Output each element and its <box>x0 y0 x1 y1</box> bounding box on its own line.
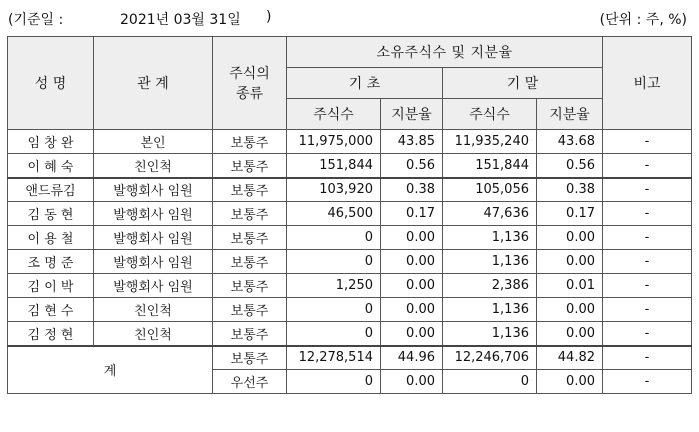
header-begin: 기 초 <box>287 68 443 99</box>
cell-kind: 보통주 <box>213 346 287 370</box>
cell-name: 이 용 철 <box>8 226 94 250</box>
report-header <box>0 0 699 36</box>
cell-relation: 본인 <box>94 130 213 154</box>
cell-note: - <box>603 346 692 370</box>
table-row <box>8 130 692 154</box>
cell-shares-end: 1,136 <box>443 250 537 274</box>
cell-note: - <box>603 226 692 250</box>
cell-kind: 보통주 <box>213 130 287 154</box>
table-row <box>8 226 692 250</box>
cell-note: - <box>603 178 692 202</box>
cell-relation: 발행회사 임원 <box>94 178 213 202</box>
cell-shares-begin: 12,278,514 <box>287 346 381 370</box>
cell-name: 조 명 준 <box>8 250 94 274</box>
header-relation: 관 계 <box>94 37 213 130</box>
header-shares-end: 주식수 <box>443 99 537 130</box>
cell-shares-begin: 11,975,000 <box>287 130 381 154</box>
header-owned: 소유주식수 및 지분율 <box>287 37 603 68</box>
cell-ratio-end: 0.56 <box>537 154 603 178</box>
cell-kind: 보통주 <box>213 298 287 322</box>
cell-ratio-begin: 0.17 <box>381 202 443 226</box>
cell-ratio-begin: 0.00 <box>381 322 443 346</box>
cell-ratio-end: 43.68 <box>537 130 603 154</box>
table-body <box>8 130 692 394</box>
cell-kind: 우선주 <box>213 370 287 394</box>
cell-shares-begin: 0 <box>287 322 381 346</box>
as-of-close: ) <box>266 9 272 25</box>
shareholding-table <box>7 36 692 394</box>
cell-ratio-begin: 0.38 <box>381 178 443 202</box>
cell-ratio-end: 0.38 <box>537 178 603 202</box>
cell-shares-begin: 0 <box>287 226 381 250</box>
cell-note: - <box>603 274 692 298</box>
table-row <box>8 250 692 274</box>
cell-shares-end: 1,136 <box>443 226 537 250</box>
unit-note: (단위 : 주, %) <box>599 12 687 28</box>
cell-relation: 발행회사 임원 <box>94 202 213 226</box>
cell-name: 김 정 현 <box>8 322 94 346</box>
cell-ratio-end: 0.00 <box>537 370 603 394</box>
cell-shares-end: 0 <box>443 370 537 394</box>
cell-name: 이 혜 숙 <box>8 154 94 178</box>
cell-relation: 친인척 <box>94 298 213 322</box>
cell-shares-end: 1,136 <box>443 298 537 322</box>
cell-note: - <box>603 130 692 154</box>
header-ratio-end: 지분율 <box>537 99 603 130</box>
table-row <box>8 202 692 226</box>
cell-ratio-end: 0.00 <box>537 298 603 322</box>
header-ratio-begin: 지분율 <box>381 99 443 130</box>
cell-shares-begin: 46,500 <box>287 202 381 226</box>
cell-kind: 보통주 <box>213 274 287 298</box>
cell-kind: 보통주 <box>213 226 287 250</box>
table-row <box>8 298 692 322</box>
header-shares-begin: 주식수 <box>287 99 381 130</box>
cell-ratio-end: 0.00 <box>537 322 603 346</box>
cell-name: 앤드류김 <box>8 178 94 202</box>
cell-note: - <box>603 370 692 394</box>
header-kind-line2: 종류 <box>235 86 264 102</box>
cell-shares-end: 47,636 <box>443 202 537 226</box>
table-row <box>8 154 692 178</box>
cell-shares-begin: 0 <box>287 298 381 322</box>
cell-name: 김 이 박 <box>8 274 94 298</box>
cell-ratio-begin: 0.00 <box>381 370 443 394</box>
cell-ratio-begin: 0.00 <box>381 298 443 322</box>
cell-note: - <box>603 250 692 274</box>
cell-ratio-end: 0.00 <box>537 226 603 250</box>
cell-shares-begin: 151,844 <box>287 154 381 178</box>
cell-name: 임 창 완 <box>8 130 94 154</box>
cell-note: - <box>603 202 692 226</box>
total-label: 계 <box>8 346 213 394</box>
cell-ratio-end: 0.01 <box>537 274 603 298</box>
cell-kind: 보통주 <box>213 322 287 346</box>
header-kind-line1: 주식의 <box>229 66 270 82</box>
cell-name: 김 동 현 <box>8 202 94 226</box>
header-name: 성 명 <box>8 37 94 130</box>
cell-ratio-begin: 0.00 <box>381 250 443 274</box>
cell-shares-begin: 103,920 <box>287 178 381 202</box>
cell-note: - <box>603 322 692 346</box>
cell-shares-begin: 1,250 <box>287 274 381 298</box>
cell-ratio-begin: 0.00 <box>381 226 443 250</box>
cell-shares-end: 12,246,706 <box>443 346 537 370</box>
header-note: 비고 <box>603 37 692 130</box>
cell-note: - <box>603 154 692 178</box>
cell-name: 김 현 수 <box>8 298 94 322</box>
cell-shares-begin: 0 <box>287 250 381 274</box>
cell-relation: 친인척 <box>94 154 213 178</box>
cell-shares-begin: 0 <box>287 370 381 394</box>
cell-ratio-begin: 0.56 <box>381 154 443 178</box>
header-kind <box>213 37 287 130</box>
cell-shares-end: 151,844 <box>443 154 537 178</box>
cell-shares-end: 11,935,240 <box>443 130 537 154</box>
table-row <box>8 322 692 346</box>
cell-kind: 보통주 <box>213 250 287 274</box>
cell-ratio-end: 44.82 <box>537 346 603 370</box>
cell-note: - <box>603 298 692 322</box>
cell-kind: 보통주 <box>213 154 287 178</box>
table-row <box>8 178 692 202</box>
as-of-date: 2021년 03월 31일 <box>120 12 241 28</box>
cell-ratio-end: 0.17 <box>537 202 603 226</box>
cell-shares-end: 2,386 <box>443 274 537 298</box>
cell-relation: 발행회사 임원 <box>94 274 213 298</box>
cell-shares-end: 1,136 <box>443 322 537 346</box>
as-of-label: (기준일 : <box>8 12 64 28</box>
header-end: 기 말 <box>443 68 603 99</box>
cell-relation: 발행회사 임원 <box>94 250 213 274</box>
cell-ratio-end: 0.00 <box>537 250 603 274</box>
cell-ratio-begin: 44.96 <box>381 346 443 370</box>
cell-kind: 보통주 <box>213 202 287 226</box>
cell-shares-end: 105,056 <box>443 178 537 202</box>
cell-ratio-begin: 0.00 <box>381 274 443 298</box>
cell-ratio-begin: 43.85 <box>381 130 443 154</box>
table-row <box>8 274 692 298</box>
total-row <box>8 346 692 370</box>
cell-kind: 보통주 <box>213 178 287 202</box>
cell-relation: 발행회사 임원 <box>94 226 213 250</box>
cell-relation: 친인척 <box>94 322 213 346</box>
